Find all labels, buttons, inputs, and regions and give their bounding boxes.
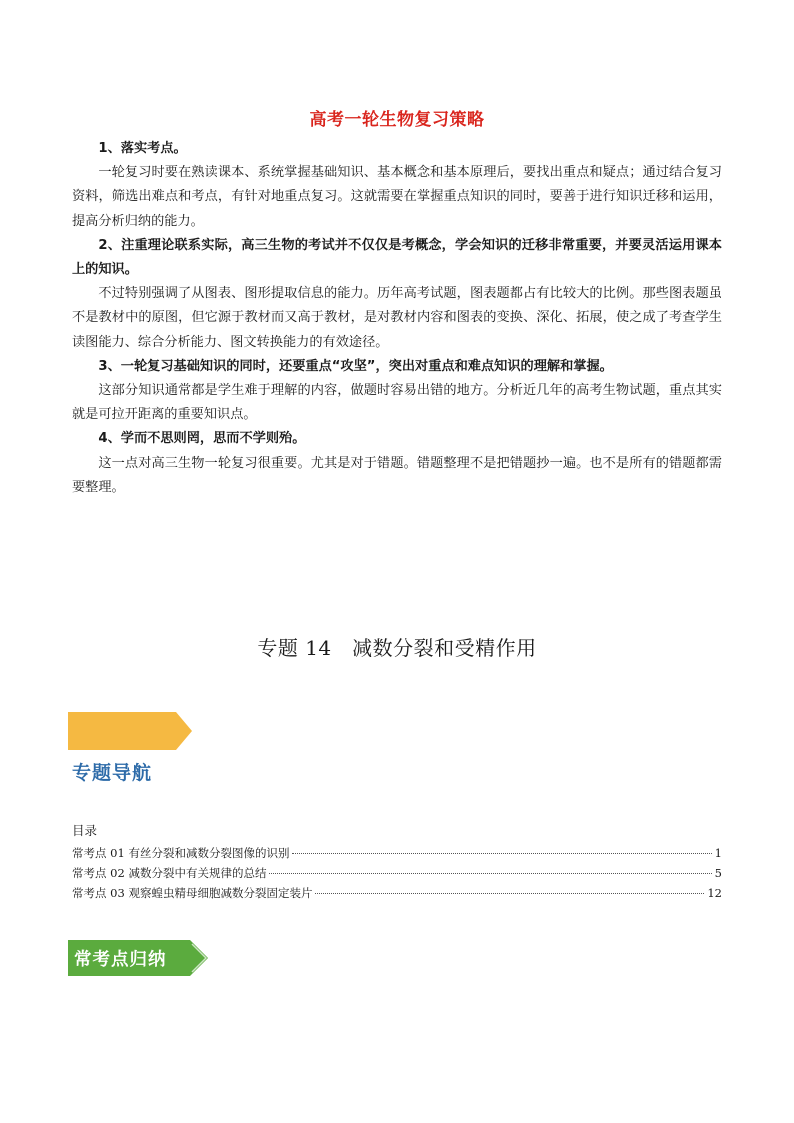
strategy-body-4: 这一点对高三生物一轮复习很重要。尤其是对于错题。错题整理不是把错题抄一遍。也不是所有的错题都需要整理。 — [72, 455, 722, 495]
nav-title: 专题导航 — [72, 762, 153, 784]
toc-entry-page: 12 — [707, 886, 722, 900]
strategy-heading-2: 2、注重理论联系实际，高三生物的考试并不仅仅是考概念，学会知识的迁移非常重要，并要灵活运用课本上的知识。 — [72, 237, 722, 278]
strategy-heading-4: 4、学而不思则罔，思而不学则殆。 — [98, 431, 306, 447]
toc-entry-page: 1 — [714, 846, 722, 860]
strategy-heading-3: 3、一轮复习基础知识的同时，还要重点“攻坚”，突出对重点和难点知识的理解和掌握。 — [98, 358, 613, 374]
toc-leader-dots — [315, 893, 704, 894]
toc-entry[interactable] — [72, 885, 722, 905]
toc-entry[interactable] — [72, 865, 722, 885]
strategy-section — [72, 137, 722, 500]
strategy-body-3: 这部分知识通常都是学生难于理解的内容，做题时容易出错的地方。分析近几年的高考生物试题，重点其实就是可拉开距离的重要知识点。 — [72, 383, 722, 423]
topic-title: 专题 14 减数分裂和受精作用 — [257, 636, 537, 660]
strategy-title: 高考一轮生物复习策略 — [309, 110, 485, 130]
toc-entry[interactable] — [72, 845, 722, 865]
strategy-body-2: 不过特别强调了从图表、图形提取信息的能力。历年高考试题，图表题都占有比较大的比例。那些图表题虽不是教材中的原图，但它源于教材而又高于教材，是对教材内容和图表的变换、深化、拓展，使之成了考查学生读图能力、综合分析能力、图文转换能力的有效途径。 — [72, 286, 722, 350]
toc-leader-dots — [269, 873, 711, 874]
summary-badge-label: 常考点归纳 — [74, 950, 167, 970]
toc-entry-page: 5 — [714, 866, 722, 880]
nav-tab-decoration — [68, 712, 192, 750]
toc-entry-label: 常考点 01 有丝分裂和减数分裂图像的识别 — [72, 846, 290, 860]
strategy-body-1: 一轮复习时要在熟读课本、系统掌握基础知识、基本概念和基本原理后，要找出重点和疑点；通过结合复习资料，筛选出难点和考点，有针对地重点复习。这就需要在掌握重点知识的同时，要善于进行知识迁移和运用，提高分析归纳的能力。 — [72, 165, 722, 229]
toc-entry-label: 常考点 03 观察蝗虫精母细胞减数分裂固定装片 — [72, 886, 313, 900]
strategy-heading-1: 1、落实考点。 — [98, 141, 187, 156]
toc-leader-dots — [292, 853, 711, 854]
toc-entry-label: 常考点 02 减数分裂中有关规律的总结 — [72, 866, 267, 880]
table-of-contents — [72, 845, 722, 905]
toc-heading: 目录 — [72, 823, 98, 838]
